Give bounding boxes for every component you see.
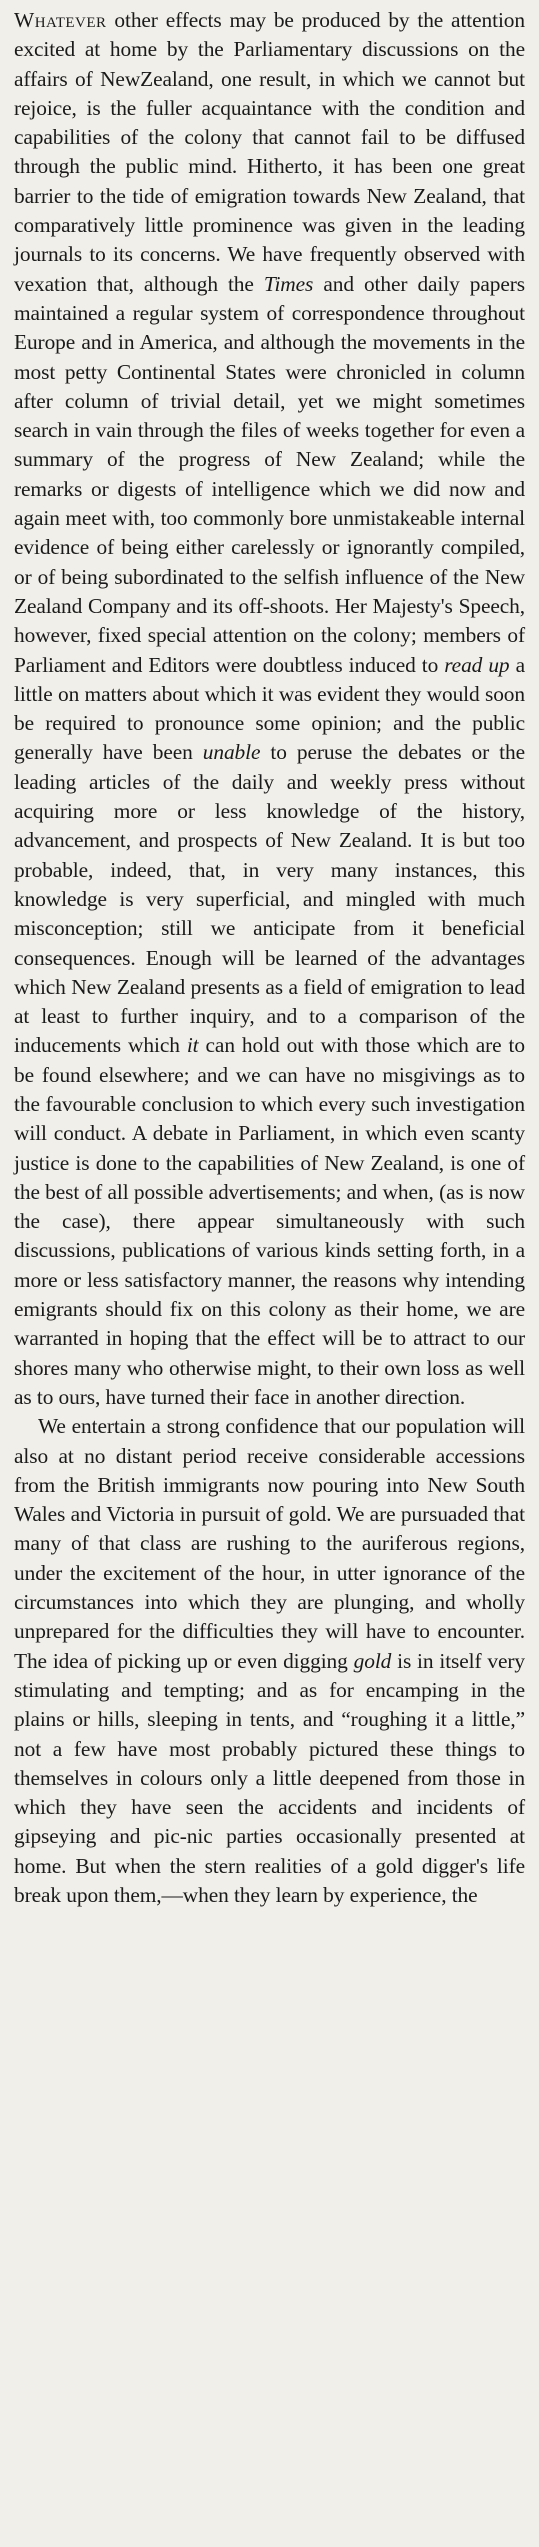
text-run: other effects may be produced by the attention excited at home by the Parliamentary discussions on the affairs of NewZealand, one result, in which we cannot but rejoice, is the fuller acquaintance with the condition and capabilities of the colony that cannot fail to be diffused through the public mind. Hitherto, it has been one great barrier to the tide of emigration towards New Zealand, that comparatively little prominence was given in the leading journals to its concerns. We have frequently observed with vexation that, although the [14, 8, 525, 296]
text-run: We entertain a strong confidence that our population will also at no distant period receive considerable accessions from the British immigrants now pouring into New South Wales and Victoria in pursuit of gold. We are pursuaded that many of that class are rushing to the auriferous regions, under the excitement of the hour, in utter ignorance of the circumstances into which they are plunging, and wholly unprepared for the difficulties they will have to encounter. The idea of picking up or even digging [14, 1414, 525, 1673]
article-paragraph-1 [14, 6, 525, 1412]
text-run: can hold out with those which are to be found elsewhere; and we can have no misgivings as to the favourable conclusion to which every such investigation will conduct. A debate in Parliament, in which even scanty justice is done to the capabilities of New Zealand, is one of the best of all possible advertisements; and when, (as is now the case), there appear simultaneously with such discussions, publications of various kinds setting forth, in a more or less satisfactory manner, the reasons why intending emigrants should fix on this colony as their home, we are warranted in hoping that the effect will be to attract to our shores many who otherwise might, to their own loss as well as to ours, have turned their face in another direction. [14, 1033, 525, 1409]
opening-word: Whatever [14, 8, 107, 32]
text-run: is in itself very stimulating and tempting; and as for encamping in the plains or hills, sleeping in tents, and “roughing it a little,” not a few have most probably pictured these things to themselves in colours only a little deepened from those in which they have seen the accidents and incidents of gipseying and pic-nic parties occasionally presented at home. But when the stern realities of a gold digger's life break upon them,—when they learn by experience, the [14, 1648, 525, 1907]
emphasized-text: it [186, 1033, 199, 1058]
text-run: and other daily papers maintained a regular system of correspondence throughout Europe and in America, and although the movements in the most petty Continental States were chronicled in column after column of trivial detail, yet we might sometimes search in vain through the files of weeks together for even a summary of the progress of New Zealand; while the remarks or digests of intelligence which we did now and again meet with, too commonly bore unmistakeable internal evidence of being either carelessly or ignorantly compiled, or of being subordinated to the selfish influence of the New Zealand Company and its off-shoots. Her Majesty's Speech, however, fixed special attention on the colony; members of Parliament and Editors were doubtless induced to [14, 271, 525, 677]
article-paragraph-2 [14, 1412, 525, 1910]
text-run: a little on matters about which it was evident they would soon be required to pronounce some opinion; and the public generally have been [14, 652, 525, 765]
emphasized-text: gold [353, 1648, 392, 1673]
emphasized-text: Times [263, 271, 314, 296]
emphasized-text: unable [202, 740, 261, 765]
text-run: to peruse the debates or the leading articles of the daily and weekly press without acquiring more or less knowledge of the history, advancement, and prospects of New Zealand. It is but too probable, indeed, that, in very many instances, this knowledge is very superficial, and mingled with much misconception; still we anticipate from it beneficial consequences. Enough will be learned of the advantages which New Zealand presents as a field of emigration to lead at least to further inquiry, and to a comparison of the inducements which [14, 740, 525, 1058]
emphasized-text: read up [444, 652, 510, 677]
